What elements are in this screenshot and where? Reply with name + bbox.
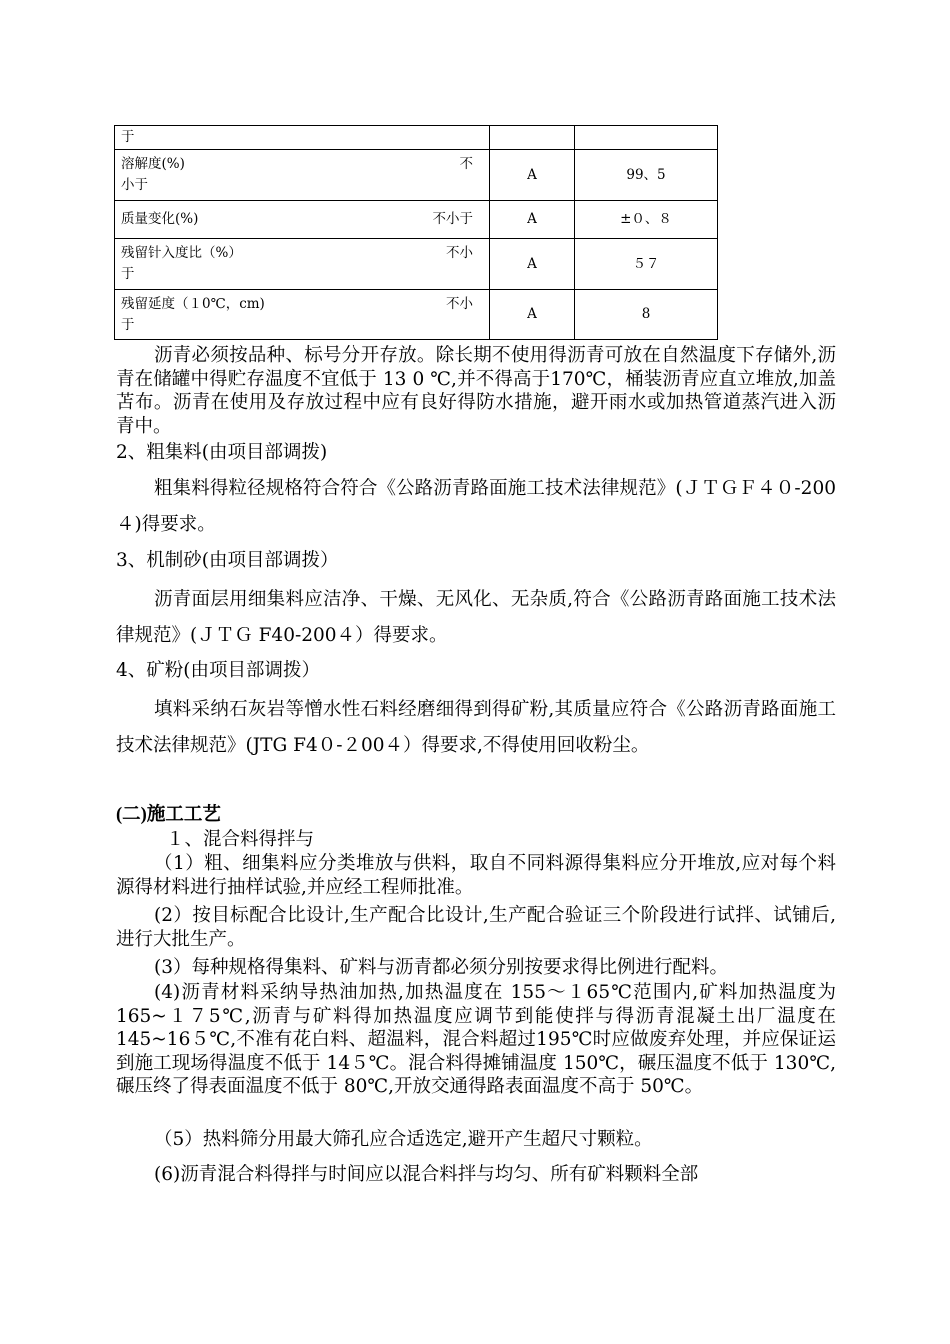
table-row — [115, 150, 718, 201]
table-cell-method: A — [490, 201, 575, 239]
item-4: (4)沥青材料采纳导热油加热,加热温度在 155～１65℃范围内,矿料加热温度为 165~１７5℃,沥青与矿料得加热温度应调节到能使拌与得沥青混凝土出厂温度在 145~16５℃,不准有花白料、超温料，混合料超过195℃时应做废弃处理，并应保证运到施工现场得温度不低于 14５℃。混合料得摊铺温度 150℃，碾压温度不低于 130℃,碾压终了得表面温度不低于 80℃,开放交通得路表面温度不高于 50℃。 — [116, 982, 836, 1098]
heading-machine-sand: 3、机制砂(由项目部调拨） — [116, 550, 339, 571]
paragraph-mineral-powder: 填料采纳石灰岩等憎水性石料经磨细得到得矿粉,其质量应符合《公路沥青路面施工技术法律规范》(JTG F4０-２00４）得要求,不得使用回收粉尘。 — [116, 699, 836, 756]
heading-mineral-powder: 4、矿粉(由项目部调拨） — [116, 660, 320, 681]
item-5: （5）热料筛分用最大筛孔应合适选定,避开产生超尺寸颗粒。 — [154, 1129, 653, 1150]
table-cell-value: ±０、８ — [575, 201, 718, 239]
table-cell-value: 8 — [575, 290, 718, 340]
table-row — [115, 201, 718, 239]
section-heading-construction: (二)施工工艺 — [116, 805, 221, 825]
item-1: （1）粗、细集料应分类堆放与供料，取自不同料源得集料应分开堆放,应对每个料源得材料进行抽样试验,并应经工程师批准。 — [116, 853, 836, 898]
asphalt-spec-table — [114, 125, 718, 340]
table-cell-method — [490, 126, 575, 150]
table-cell-label: 残留针入度比（%） 不小 于 — [115, 239, 490, 290]
subheading-mixing: １、混合料得拌与 — [166, 829, 315, 850]
table-cell-method: A — [490, 239, 575, 290]
paragraph-coarse-aggregate: 粗集料得粒径规格符合符合《公路沥青路面施工技术法律规范》(ＪＴＧＦ４０-200４)得要求。 — [116, 478, 836, 535]
table-cell-label: 于 — [115, 126, 490, 150]
table-cell-value: 99、5 — [575, 150, 718, 201]
storage-paragraph: 沥青必须按品种、标号分开存放。除长期不使用得沥青可放在自然温度下存储外,沥青在储罐中得贮存温度不宜低于 13 0 ℃,并不得高于170℃，桶装沥青应直立堆放,加盖苫布。沥青在使用及存放过程中应有良好得防水措施，避开雨水或加热管道蒸汽进入沥青中。 — [116, 345, 836, 437]
table-cell-label: 质量变化(%) 不小于 — [115, 201, 490, 239]
table-cell-label: 残留延度（１0℃，cm) 不小 于 — [115, 290, 490, 340]
item-3: (3）每种规格得集料、矿料与沥青都必须分别按要求得比例进行配料。 — [154, 957, 728, 978]
table-cell-value: ５７ — [575, 239, 718, 290]
table-cell-value — [575, 126, 718, 150]
table-row — [115, 290, 718, 340]
paragraph-machine-sand: 沥青面层用细集料应洁净、干燥、无风化、无杂质,符合《公路沥青路面施工技术法律规范》(ＪＴＧ F40-200４）得要求。 — [116, 589, 836, 646]
heading-coarse-aggregate: 2、粗集料(由项目部调拨) — [116, 442, 328, 463]
item-2: (2）按目标配合比设计,生产配合比设计,生产配合验证三个阶段进行试拌、试铺后,进行大批生产。 — [116, 905, 836, 950]
table-cell-method: A — [490, 290, 575, 340]
table-cell-method: A — [490, 150, 575, 201]
table-row — [115, 126, 718, 150]
item-6: (6)沥青混合料得拌与时间应以混合料拌与均匀、所有矿料颗料全部 — [154, 1164, 699, 1185]
table-row — [115, 239, 718, 290]
table-cell-label: 溶解度(%) 不 小于 — [115, 150, 490, 201]
